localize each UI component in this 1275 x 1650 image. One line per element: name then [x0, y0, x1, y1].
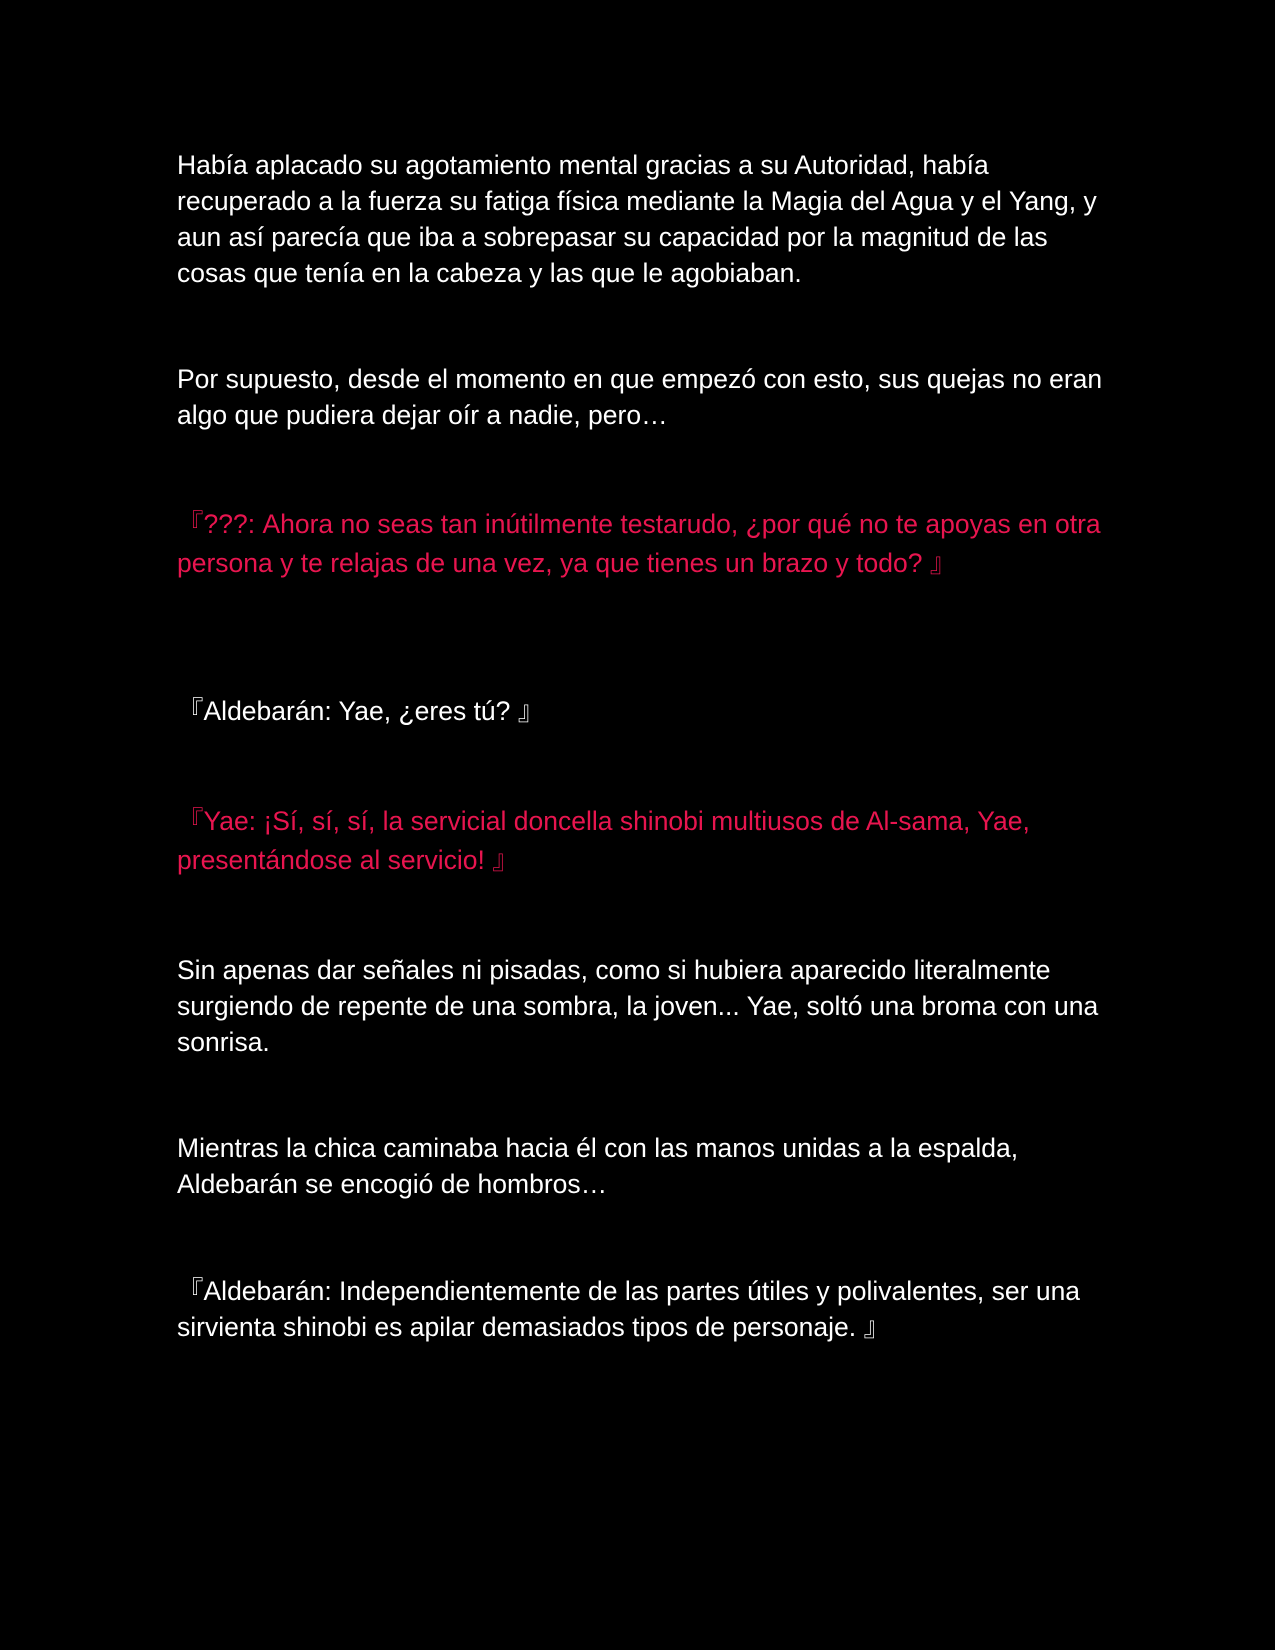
narration-paragraph-1: Había aplacado su agotamiento mental gracias a su Autoridad, había recuperado a la fuerza su fatiga física mediante la Magia del Agua y el Yang, y aun así parecía que iba a sobrepasar su capacidad por la magnitud de las cosas que tenía en la cabeza y las que le agobiaban.	[177, 150, 1097, 288]
narration-paragraph-3: Sin apenas dar señales ni pisadas, como si hubiera aparecido literalmente surgiendo de repente de una sombra, la joven... Yae, soltó una broma con una sonrisa.	[177, 955, 1099, 1057]
dialogue-unknown-speaker: 『???: Ahora no seas tan inútilmente testarudo, ¿por qué no te apoyas en otra persona y te relajas de una vez, ya que tienes un brazo y todo? 』	[177, 509, 1101, 578]
dialogue-aldebaran-1: 『Aldebarán: Yae, ¿eres tú? 』	[177, 696, 545, 726]
dialogue-aldebaran-2: 『Aldebarán: Independientemente de las partes útiles y polivalentes, ser una sirvienta shinobi es apilar demasiados tipos de personaje. 』	[177, 1276, 1081, 1342]
dialogue-yae: 『Yae: ¡Sí, sí, sí, la servicial doncella shinobi multiusos de Al-sama, Yae, presentándose al servicio! 』	[177, 806, 1030, 875]
narration-paragraph-2: Por supuesto, desde el momento en que empezó con esto, sus quejas no eran algo que pudiera dejar oír a nadie, pero…	[177, 364, 1103, 430]
narration-paragraph-4: Mientras la chica caminaba hacia él con las manos unidas a la espalda, Aldebarán se encogió de hombros…	[177, 1133, 1019, 1199]
